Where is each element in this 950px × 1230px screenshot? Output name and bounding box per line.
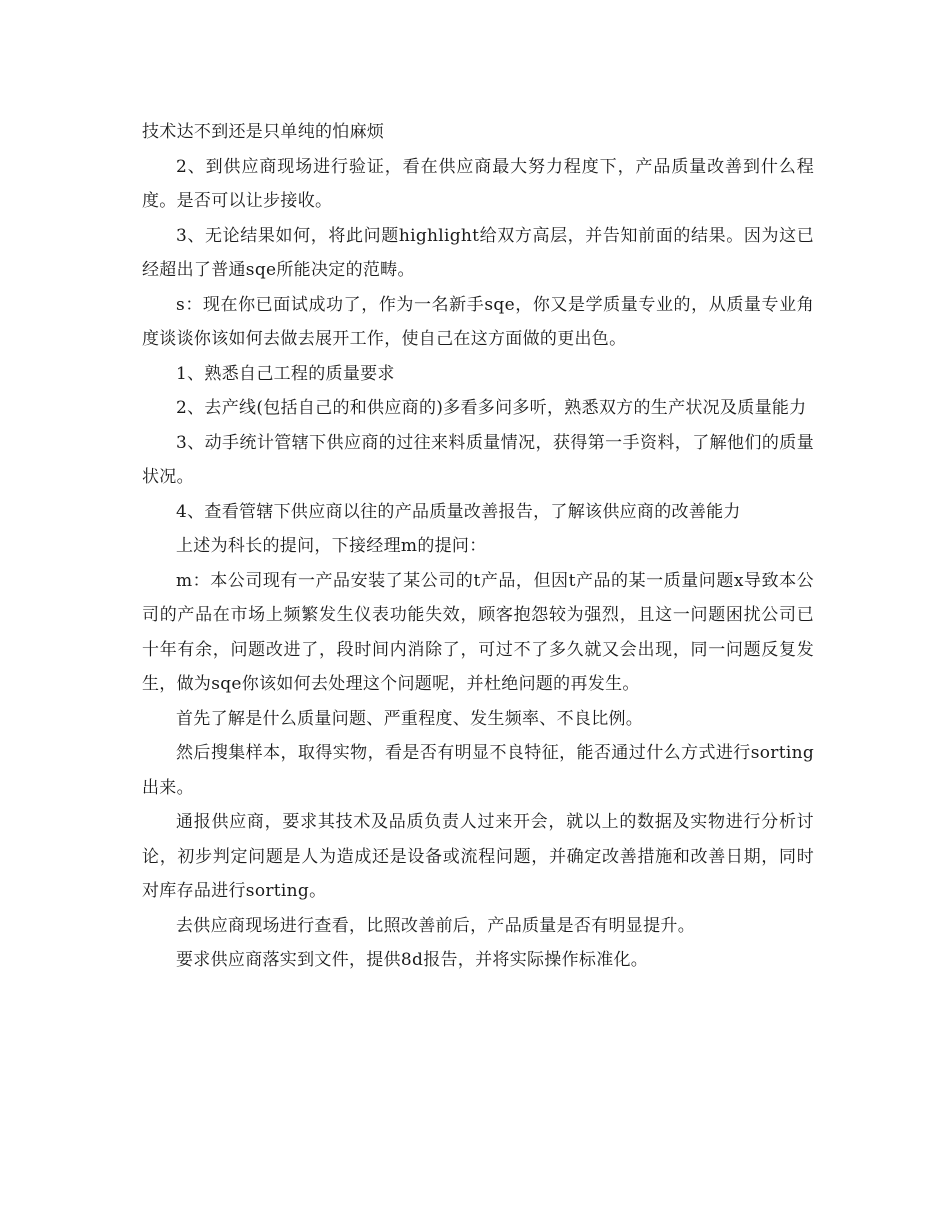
paragraph-step-inspect: 去供应商现场进行查看，比照改善前后，产品质量是否有明显提升。 [176,915,695,936]
paragraph-step-understand: 首先了解是什么质量问题、严重程度、发生频率、不良比例。 [176,708,644,729]
paragraph-highlight-management: 3、无论结果如何，将此问题highlight给双方高层，并告知前面的结果。因为这已经超出了普通sqe所能决定的范畴。 [142,225,814,280]
paragraph-step-notify: 通报供应商，要求其技术及品质负责人过来开会，就以上的数据及实物进行分析讨论，初步判定问题是人为造成还是设备或流程问题，并确定改善措施和改善日期，同时对库存品进行sorting。 [142,812,814,901]
paragraph-verify-onsite: 2、到供应商现场进行验证，看在供应商最大努力程度下，产品质量改善到什么程度。是否可以让步接收。 [142,156,814,211]
paragraph-question-m: m：本公司现有一产品安装了某公司的t产品，但因t产品的某一质量问题x导致本公司的产品在市场上频繁发生仪表功能失效，顾客抱怨较为强烈，且这一问题困扰公司已十年有余，问题改进了，段时间内消除了，可过不了多久就又会出现，同一问题反复发生，做为sqe你该如何去处理这个问题呢，并杜绝问题的再发生。 [142,570,814,694]
paragraph-step-8d-report: 要求供应商落实到文件，提供8d报告，并将实际操作标准化。 [176,950,649,970]
document-body [142,115,814,978]
paragraph-question-s: s：现在你已面试成功了，作为一名新手sqe，你又是学质量专业的，从质量专业角度谈谈你该如何去做去展开工作，使自己在这方面做的更出色。 [142,294,814,349]
paragraph-transition: 上述为科长的提问，下接经理m的提问： [176,536,487,556]
paragraph-answer-4: 4、查看管辖下供应商以往的产品质量改善报告，了解该供应商的改善能力 [176,501,741,522]
paragraph-answer-1: 1、熟悉自己工程的质量要求 [176,363,395,384]
paragraph-step-samples: 然后搜集样本，取得实物，看是否有明显不良特征，能否通过什么方式进行sorting出来。 [142,743,814,798]
paragraph-answer-2: 2、去产线(包括自己的和供应商的)多看多问多听，熟悉双方的生产状况及质量能力 [176,398,807,418]
paragraph-continuation: 技术达不到还是只单纯的怕麻烦 [142,122,385,142]
paragraph-answer-3: 3、动手统计管辖下供应商的过往来料质量情况，获得第一手资料，了解他们的质量状况。 [142,432,814,487]
